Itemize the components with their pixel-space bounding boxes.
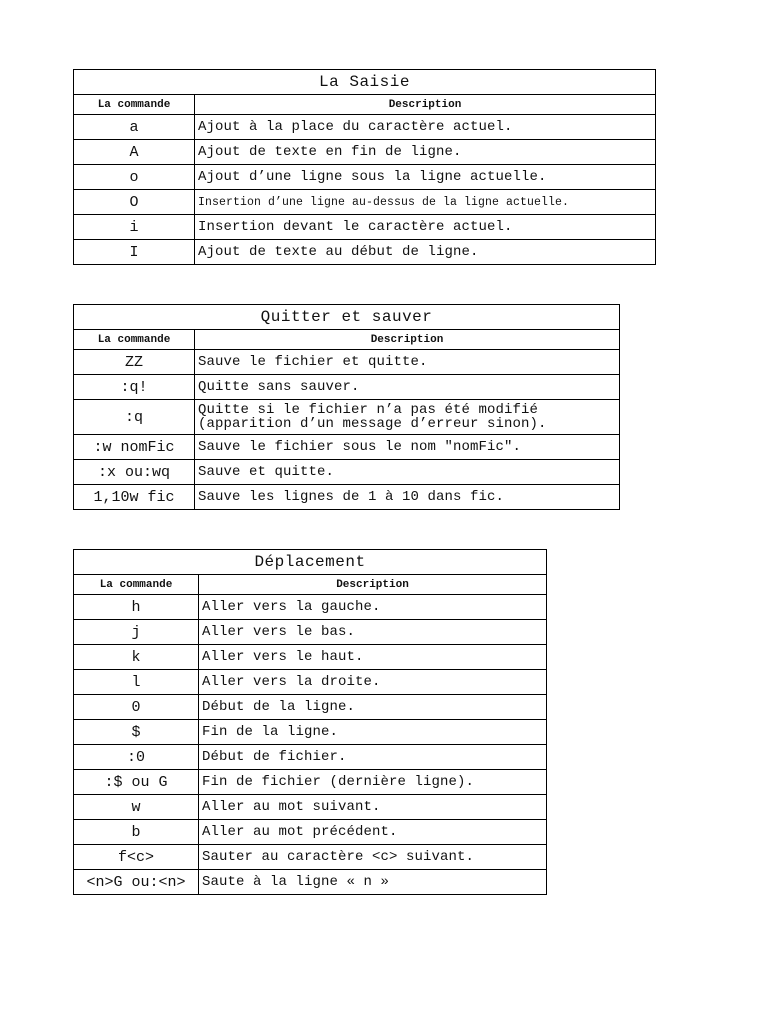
description-cell: Fin de fichier (dernière ligne).	[199, 770, 547, 795]
column-header-description: Description	[199, 575, 547, 595]
description-cell: Ajout d’une ligne sous la ligne actuelle.	[195, 165, 656, 190]
description-cell: Sauve le fichier sous le nom "nomFic".	[195, 435, 620, 460]
command-cell: 0	[74, 695, 199, 720]
table-la-saisie	[73, 69, 656, 265]
table-row	[74, 215, 656, 240]
description-cell: Début de la ligne.	[199, 695, 547, 720]
table-row	[74, 460, 620, 485]
table-row	[74, 745, 547, 770]
command-cell: <n>G ou:<n>	[74, 870, 199, 895]
description-cell: Insertion devant le caractère actuel.	[195, 215, 656, 240]
table-row	[74, 870, 547, 895]
table-row	[74, 695, 547, 720]
description-cell: Sauve le fichier et quitte.	[195, 350, 620, 375]
table-row	[74, 190, 656, 215]
table-row	[74, 115, 656, 140]
command-cell: :0	[74, 745, 199, 770]
command-cell: f<c>	[74, 845, 199, 870]
table-row	[74, 350, 620, 375]
table-row	[74, 770, 547, 795]
command-cell: i	[74, 215, 195, 240]
description-cell: Insertion d’une ligne au-dessus de la ligne actuelle.	[195, 190, 656, 215]
description-cell: Aller vers la gauche.	[199, 595, 547, 620]
command-cell: a	[74, 115, 195, 140]
description-cell: Quitte sans sauver.	[195, 375, 620, 400]
table-row	[74, 400, 620, 435]
table-deplacement	[73, 549, 547, 895]
description-cell: Sauve les lignes de 1 à 10 dans fic.	[195, 485, 620, 510]
command-cell: w	[74, 795, 199, 820]
description-cell: Fin de la ligne.	[199, 720, 547, 745]
command-cell: b	[74, 820, 199, 845]
table-row	[74, 645, 547, 670]
table-quitter-et-sauver	[73, 304, 620, 510]
description-cell: Sauter au caractère <c> suivant.	[199, 845, 547, 870]
table-row	[74, 845, 547, 870]
command-cell: l	[74, 670, 199, 695]
description-cell: Ajout à la place du caractère actuel.	[195, 115, 656, 140]
command-cell: A	[74, 140, 195, 165]
table-row	[74, 165, 656, 190]
table-row	[74, 820, 547, 845]
column-header-command: La commande	[74, 330, 195, 350]
table-row	[74, 720, 547, 745]
command-cell: I	[74, 240, 195, 265]
command-cell: O	[74, 190, 195, 215]
command-cell: ZZ	[74, 350, 195, 375]
table-row	[74, 240, 656, 265]
command-cell: o	[74, 165, 195, 190]
description-cell: Quitte si le fichier n’a pas été modifié (apparition d’un message d’erreur sinon).	[195, 400, 620, 435]
description-cell: Sauve et quitte.	[195, 460, 620, 485]
command-cell: h	[74, 595, 199, 620]
description-cell: Aller vers le bas.	[199, 620, 547, 645]
table-row	[74, 485, 620, 510]
table-title: Quitter et sauver	[74, 305, 620, 330]
command-cell: $	[74, 720, 199, 745]
table-row	[74, 670, 547, 695]
command-cell: :x ou:wq	[74, 460, 195, 485]
table-row	[74, 375, 620, 400]
column-header-description: Description	[195, 95, 656, 115]
description-cell: Aller vers la droite.	[199, 670, 547, 695]
table-title: La Saisie	[74, 70, 656, 95]
command-cell: :q	[74, 400, 195, 435]
description-cell: Aller au mot suivant.	[199, 795, 547, 820]
column-header-command: La commande	[74, 95, 195, 115]
command-cell: :w nomFic	[74, 435, 195, 460]
command-cell: j	[74, 620, 199, 645]
table-row	[74, 795, 547, 820]
column-header-command: La commande	[74, 575, 199, 595]
description-cell: Début de fichier.	[199, 745, 547, 770]
table-row	[74, 435, 620, 460]
column-header-description: Description	[195, 330, 620, 350]
description-cell: Aller vers le haut.	[199, 645, 547, 670]
description-cell: Saute à la ligne « n »	[199, 870, 547, 895]
table-row	[74, 140, 656, 165]
table-title: Déplacement	[74, 550, 547, 575]
command-cell: k	[74, 645, 199, 670]
command-cell: 1,10w fic	[74, 485, 195, 510]
table-row	[74, 595, 547, 620]
table-row	[74, 620, 547, 645]
description-cell: Ajout de texte en fin de ligne.	[195, 140, 656, 165]
command-cell: :q!	[74, 375, 195, 400]
command-cell: :$ ou G	[74, 770, 199, 795]
description-cell: Ajout de texte au début de ligne.	[195, 240, 656, 265]
description-cell: Aller au mot précédent.	[199, 820, 547, 845]
